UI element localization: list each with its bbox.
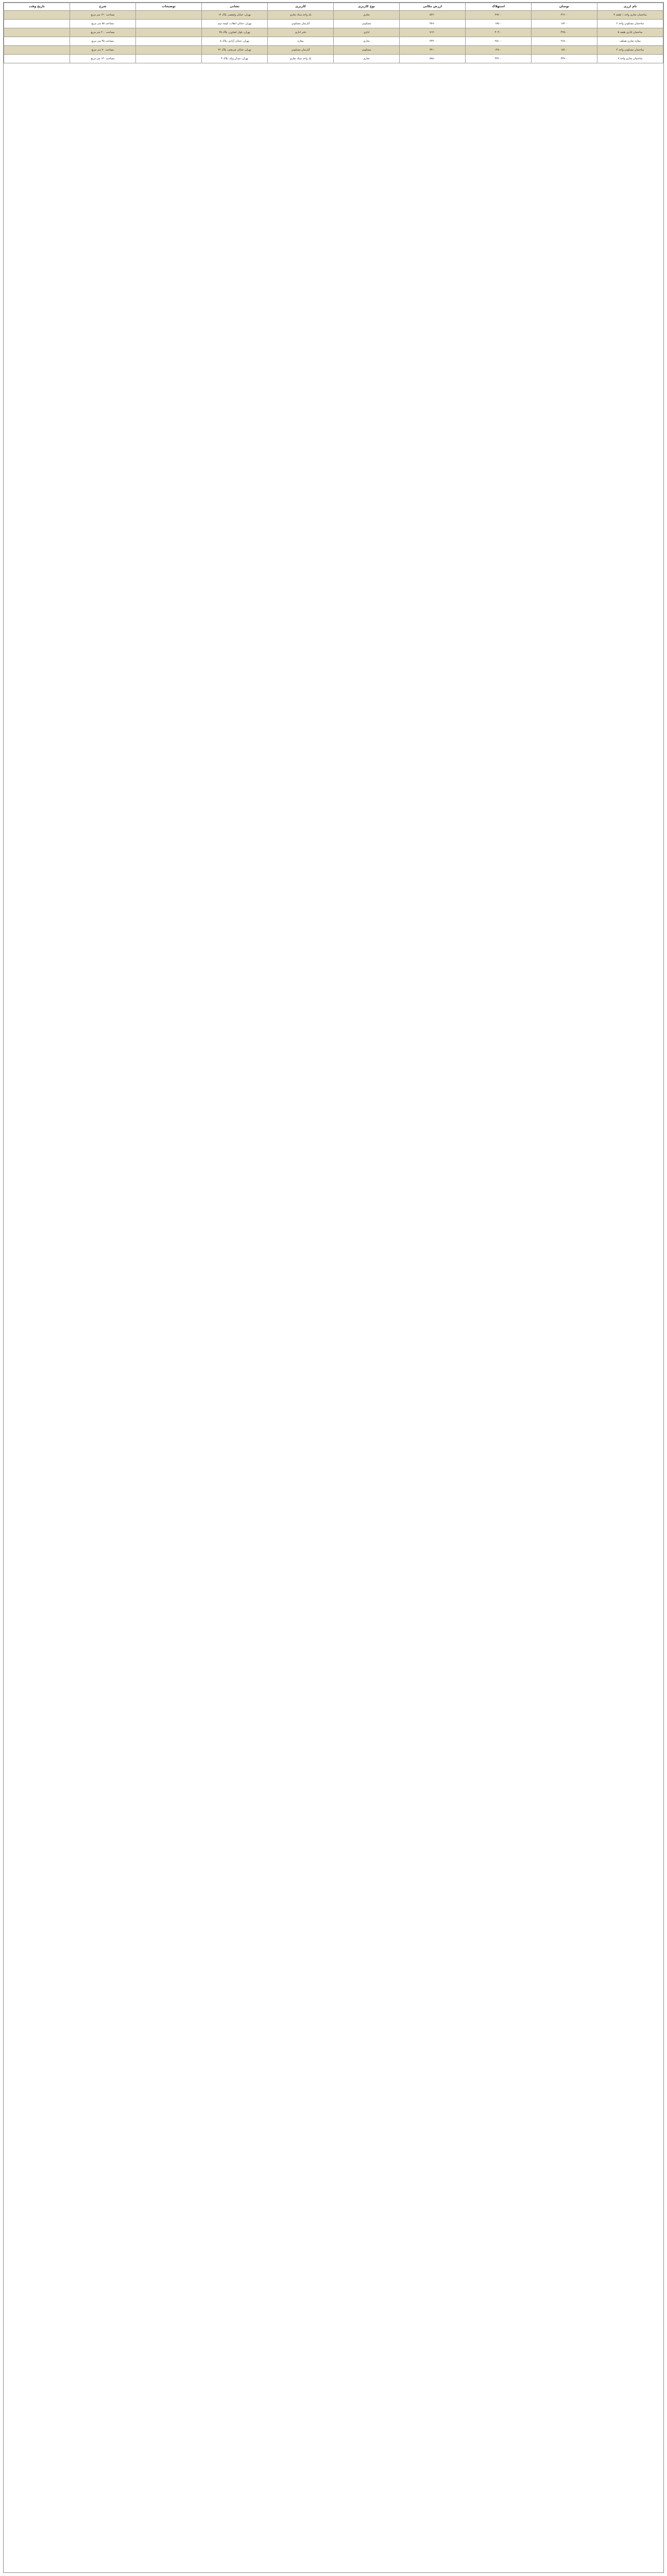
cell-note: مساحت ۸۵ متر مربع (70, 20, 136, 28)
table-row (4, 11, 663, 20)
cell-c3: ۴۰۳۰۰ (466, 28, 532, 37)
cell-note: مساحت ۲۰۰ متر مربع (70, 28, 136, 37)
header-cell: نوع کاربری (334, 3, 400, 11)
cell-c4: ۵۶۲۰ (400, 11, 466, 20)
property-table (4, 3, 663, 63)
cell-address: تهران، بلوار کشاورز، پلاک ۴۵ (202, 28, 268, 37)
cell-usage: مغازه (268, 37, 334, 46)
cell-note: مساحت ۷۰ متر مربع (70, 46, 136, 55)
cell-date (4, 11, 70, 20)
cell-c4: ۷۱۲۰ (400, 28, 466, 37)
cell-c4: ۵۹۸۰ (400, 55, 466, 63)
cell-c2: ۱۵۶۰۰ (532, 46, 597, 55)
cell-name: ساختمان تجاری واحد ۷ (597, 55, 663, 63)
cell-address: تهران، خیابان آزادی، پلاک ۸ (202, 37, 268, 46)
header-cell: نام ارزی (597, 3, 663, 11)
cell-type: تجاری (334, 55, 400, 63)
cell-c3: ۲۵۱۰۰ (466, 37, 532, 46)
cell-usage: یک واحد ستاد تجاری (268, 11, 334, 20)
cell-date (4, 28, 70, 37)
cell-address: تهران، خیابان انقلاب، کوچه دوم (202, 20, 268, 28)
cell-note: مساحت ۱۲۰ متر مربع (70, 11, 136, 20)
spreadsheet-sheet (3, 2, 664, 2573)
cell-date (4, 46, 70, 55)
cell-type: تجاری (334, 11, 400, 20)
cell-name: ساختمان تجاری واحد ۱ طبقه ۳ (597, 11, 663, 20)
cell-usage: دفتر اداری (268, 28, 334, 37)
cell-c2: ۴۲۵۰۰ (532, 28, 597, 37)
cell-c2: ۳۳۹۰۰ (532, 55, 597, 63)
cell-c4: ۳۲۱۰ (400, 46, 466, 55)
cell-name: ساختمان مسکونی واحد ۴ (597, 46, 663, 55)
cell-note: مساحت ۱۳۰ متر مربع (70, 55, 136, 63)
cell-c3: ۲۹۷۰۰ (466, 11, 532, 20)
header-cell: نشانی (202, 3, 268, 11)
cell-c2: ۲۶۸۰۰ (532, 37, 597, 46)
cell-usage: آپارتمان مسکونی (268, 20, 334, 28)
cell-name: ساختمان اداری طبقه ۵ (597, 28, 663, 37)
header-cell: ارزش مکانی (400, 3, 466, 11)
cell-name: ساختمان مسکونی واحد ۲ (597, 20, 663, 28)
table-row (4, 20, 663, 28)
cell-desc (136, 46, 202, 55)
header-cell: استهلاک (466, 3, 532, 11)
header-cell: تاریخ وقت (4, 3, 70, 11)
table-row (4, 46, 663, 55)
header-cell: شرح (70, 3, 136, 11)
header-cell: توضیحات (136, 3, 202, 11)
table-row (4, 37, 663, 46)
cell-date (4, 20, 70, 28)
header-row (4, 3, 663, 11)
cell-c4: ۴۴۳۰ (400, 37, 466, 46)
cell-usage: آپارتمان مسکونی (268, 46, 334, 55)
cell-c3: ۱۷۵۰۰ (466, 20, 532, 28)
cell-desc (136, 28, 202, 37)
cell-desc (136, 55, 202, 63)
cell-type: تجاری (334, 37, 400, 46)
cell-address: تهران، خیابان ولیعصر، پلاک ۱۲ (202, 11, 268, 20)
cell-desc (136, 20, 202, 28)
cell-type: مسکونی (334, 20, 400, 28)
cell-note: مساحت ۴۵ متر مربع (70, 37, 136, 46)
cell-c3: ۳۲۲۰۰ (466, 55, 532, 63)
cell-date (4, 37, 70, 46)
cell-date (4, 55, 70, 63)
cell-c2: ۳۱۲۰۰ (532, 11, 597, 20)
header-cell: کاربری (268, 3, 334, 11)
cell-c3: ۱۴۸۰۰ (466, 46, 532, 55)
cell-address: تهران، میدان ونک، پلاک ۳ (202, 55, 268, 63)
cell-c2: ۱۸۴۰۰ (532, 20, 597, 28)
cell-c4: ۳۸۹۰ (400, 20, 466, 28)
cell-desc (136, 37, 202, 46)
table-row (4, 55, 663, 63)
table-body (4, 11, 663, 63)
cell-type: مسکونی (334, 46, 400, 55)
table-row (4, 28, 663, 37)
cell-usage: یک واحد ستاد تجاری (268, 55, 334, 63)
cell-name: مغازه تجاری همکف (597, 37, 663, 46)
header-cell: نوسان (532, 3, 597, 11)
cell-address: تهران، خیابان شریعتی، پلاک ۲۲ (202, 46, 268, 55)
cell-desc (136, 11, 202, 20)
cell-type: اداری (334, 28, 400, 37)
